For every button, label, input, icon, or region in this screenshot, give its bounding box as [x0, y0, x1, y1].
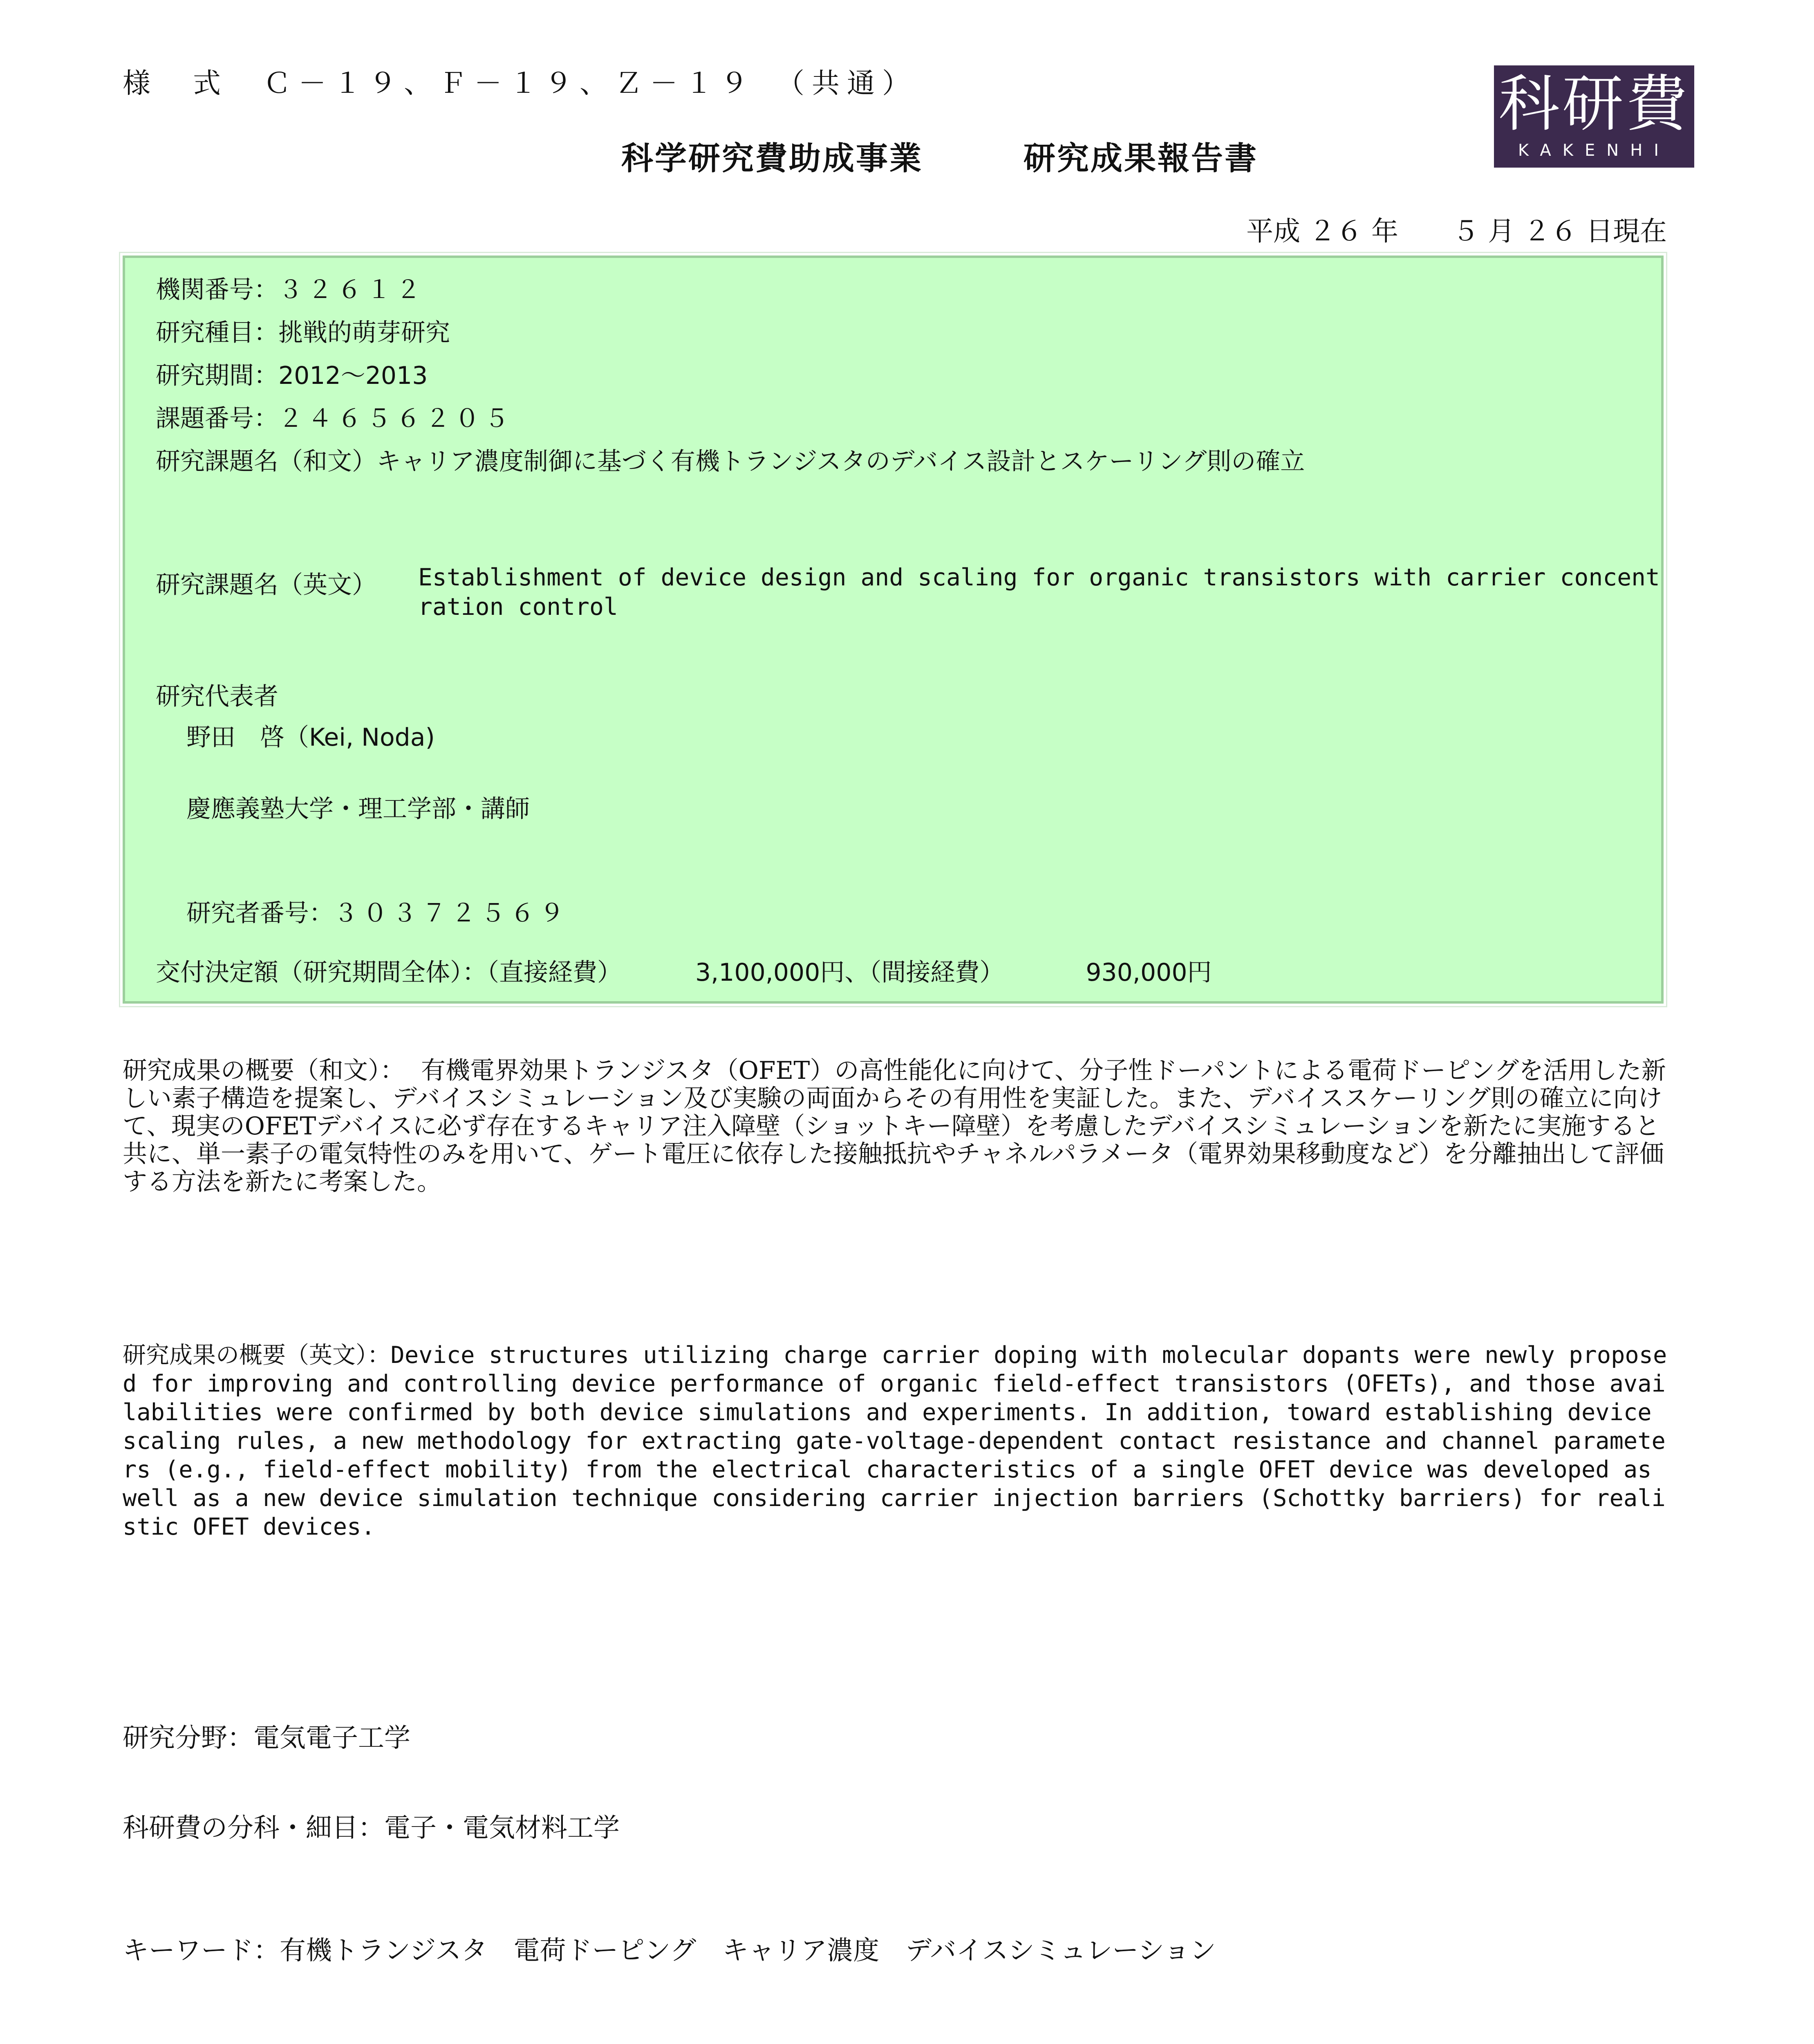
period-label: 研究期間： — [156, 361, 278, 390]
institution-row — [156, 270, 426, 305]
project-number-row — [156, 399, 514, 434]
indirect-label: 、（間接経費） — [844, 958, 1004, 987]
representative-label: 研究代表者 — [156, 682, 278, 711]
summary-en-label: 研究成果の概要（英文）： — [123, 1342, 391, 1369]
kakenhi-logo — [1494, 65, 1694, 168]
research-field-value: 電気電子工学 — [253, 1723, 410, 1753]
summary-english — [123, 1341, 1672, 1541]
category-row — [156, 313, 450, 348]
document-title: 科学研究費助成事業 研究成果報告書 — [621, 140, 1259, 177]
summary-en-text: Device structures utilizing charge carrier doping with molecular dopants were newly proposed for improving and controlling device performance of organic field-effect transistors (OFETs), and those availabilities were confirmed by both device simulations and experiments. In addition, toward establishing device scaling rules, a new methodology for extracting gate-voltage-dependent contact resistance and channel parameters (e.g., field-effect mobility) from the electrical characteristics of a single OFET device was developed as well as a new device simulation technique considering carrier injection barriers (Schottky barriers) for realistic OFET devices. — [123, 1342, 1667, 1540]
project-number-value: ２４６５６２０５ — [278, 404, 514, 433]
period-value: 2012～2013 — [278, 361, 428, 390]
summary-ja-label: 研究成果の概要（和文）： — [123, 1056, 405, 1085]
title-ja-row — [156, 442, 1305, 477]
keywords-row — [123, 1930, 1216, 1967]
summary-ja-text: 有機電界効果トランジスタ（OFET）の高性能化に向けて、分子性ドーパントによる電荷ドーピングを活用した新しい素子構造を提案し、デバイスシミュレーション及び実験の両面からその有用性を実証した。また、デバイススケーリング則の確立に向けて、現実のOFETデバイスに必ず存在するキャリア注入障壁（ショットキー障壁）を考慮したデバイスシミュレーションを新たに実施すると共に、単一素子の電気特性のみを用いて、ゲート電圧に依存した接触抵抗やチャネルパラメータ（電界効果移動度など）を分離抽出して評価する方法を新たに考案した。 — [123, 1056, 1666, 1196]
keywords-value: 有機トランジスタ 電荷ドーピング キャリア濃度 デバイスシミュレーション — [280, 1936, 1216, 1966]
report-date: 平成 ２６ 年 ５ 月 ２６ 日現在 — [1246, 215, 1667, 247]
subfield-label: 科研費の分科・細目： — [123, 1813, 384, 1843]
project-number-label: 課題番号： — [156, 404, 278, 433]
research-field-label: 研究分野： — [123, 1723, 253, 1753]
researcher-number-value: ３０３７２５６９ — [334, 899, 569, 928]
research-field-row — [123, 1717, 410, 1755]
keywords-label: キーワード： — [123, 1936, 280, 1966]
institution-label: 機関番号： — [156, 276, 278, 304]
indirect-cost: 930,000円 — [1086, 958, 1212, 987]
summary-japanese — [123, 1057, 1672, 1196]
logo-main-text: 科研費 — [1498, 69, 1690, 140]
category-label: 研究種目： — [156, 318, 278, 347]
title-en-label: 研究課題名（英文） — [156, 571, 376, 599]
period-row — [156, 356, 428, 391]
grant-row — [156, 953, 1212, 988]
grant-label: 交付決定額（研究期間全体）：（直接経費） — [156, 958, 622, 987]
category-value: 挑戦的萌芽研究 — [278, 318, 450, 347]
subfield-row — [123, 1807, 620, 1845]
project-info-box — [123, 256, 1664, 1004]
logo-sub-text: KAKENHI — [1518, 141, 1671, 160]
title-ja-label: 研究課題名（和文） — [156, 447, 376, 476]
subfield-value: 電子・電気材料工学 — [384, 1813, 620, 1843]
title-ja-value: キャリア濃度制御に基づく有機トランジスタのデバイス設計とスケーリング則の確立 — [376, 447, 1305, 476]
researcher-number-label: 研究者番号： — [186, 899, 334, 928]
direct-cost: 3,100,000円 — [695, 958, 845, 987]
representative-name: 野田 啓（Kei, Noda) — [186, 723, 435, 752]
researcher-number-row — [186, 894, 569, 929]
affiliation: 慶應義塾大学・理工学部・講師 — [186, 795, 530, 823]
institution-value: ３２６１２ — [278, 276, 426, 304]
form-number: 様 式 Ｃ－１９、Ｆ－１９、Ｚ－１９ （共通） — [123, 67, 918, 100]
title-en-value: Establishment of device design and scaling for organic transistors with carrier concentration control — [418, 563, 1660, 621]
